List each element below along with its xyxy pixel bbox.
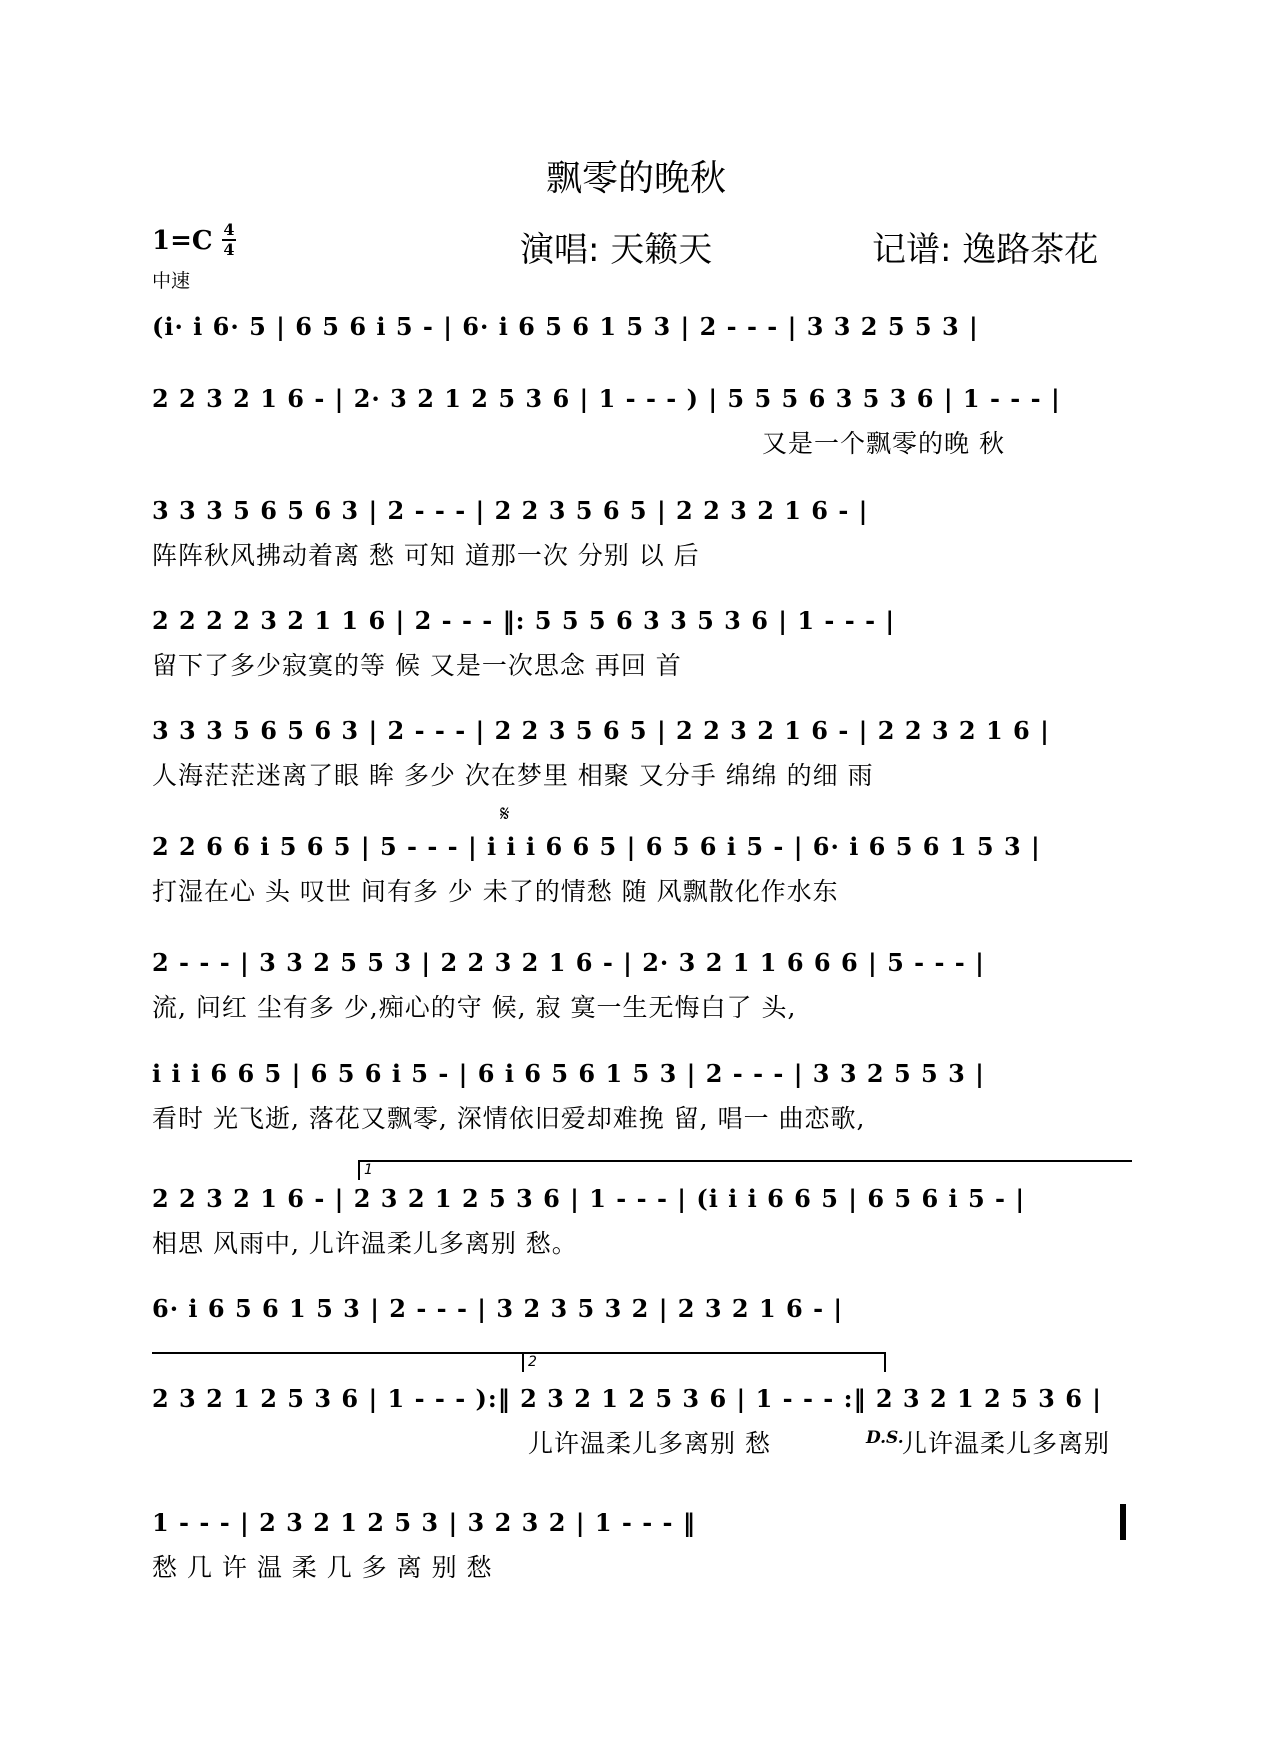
volta-bracket-2 — [522, 1352, 886, 1372]
notation-line: 2 2 3 2 1 6 - | 2· 3 2 1 2 5 3 6 | 1 - - - ) | 5 5 5 6 3 5 3 6 | 1 - - - | — [152, 383, 1061, 413]
notation-line: i i i 6 6 5 | 6 5 6 i 5 - | 6 i 6 5 6 1 5 3 | 2 - - - | 3 3 2 5 5 3 | — [152, 1058, 985, 1088]
notation-line: 3 3 3 5 6 5 6 3 | 2 - - - | 2 2 3 5 6 5 | 2 2 3 2 1 6 - | — [152, 495, 869, 525]
notation-line: 2 2 3 2 1 6 - | 2 3 2 1 2 5 3 6 | 1 - - - | (i i i 6 6 5 | 6 5 6 i 5 - | — [152, 1183, 1026, 1213]
lyric-line: 打湿在心 头 叹世 间有多 少 未了的情愁 随 风飘散化作水东 — [152, 877, 839, 906]
volta-number: 1 — [364, 1162, 373, 1178]
notation-line: 3 3 3 5 6 5 6 3 | 2 - - - | 2 2 3 5 6 5 | 2 2 3 2 1 6 - | 2 2 3 2 1 6 | — [152, 715, 1050, 745]
volta-number: 2 — [528, 1354, 537, 1370]
notation-line: 1 - - - | 2 3 2 1 2 5 3 | 3 2 3 2 | 1 - - - ‖ — [152, 1507, 696, 1537]
time-signature-top: 4 — [223, 220, 235, 239]
lyric-line: 愁 几 许 温 柔 几 多 离 别 愁 — [152, 1553, 493, 1582]
notation-line: 2 3 2 1 2 5 3 6 | 1 - - - ):‖ 2 3 2 1 2 5 3 6 | 1 - - - :‖ 2 3 2 1 2 5 3 6 | — [152, 1383, 1103, 1413]
notation-line: 2 2 2 2 3 2 1 1 6 | 2 - - - ‖: 5 5 5 6 3 3 5 3 6 | 1 - - - | — [152, 605, 896, 635]
singer-credit: 演唱: 天籁天 — [520, 230, 713, 270]
time-signature-bottom: 4 — [223, 240, 235, 259]
volta-bracket-1-continued — [152, 1352, 524, 1372]
transcriber-credit: 记谱: 逸路茶花 — [872, 230, 1099, 270]
ds-marking: D.S. — [866, 1428, 904, 1448]
lyric-line-ds: 儿许温柔儿多离别 — [902, 1429, 1111, 1458]
segno-sign: 𝄋 — [500, 802, 510, 827]
lyric-line: 又是一个飘零的晚 秋 — [762, 429, 1005, 458]
lyric-line: 儿许温柔儿多离别 愁 — [528, 1429, 771, 1458]
lyric-line: 看时 光飞逝, 落花又飘零, 深情依旧爱却难挽 留, 唱一 曲恋歌, — [152, 1104, 866, 1133]
song-title: 飘零的晚秋 — [545, 158, 726, 199]
final-barline — [1120, 1504, 1126, 1540]
volta-bracket-1 — [358, 1160, 1132, 1180]
lyric-line: 流, 问红 尘有多 少,痴心的守 候, 寂 寞一生无悔白了 头, — [152, 993, 797, 1022]
notation-line: 2 2 6 6 i 5 6 5 | 5 - - - | i i i 6 6 5 | 6 5 6 i 5 - | 6· i 6 5 6 1 5 3 | — [152, 831, 1041, 861]
lyric-line: 阵阵秋风拂动着离 愁 可知 道那一次 分别 以 后 — [152, 541, 700, 570]
lyric-line: 人海茫茫迷离了眼 眸 多少 次在梦里 相聚 又分手 绵绵 的细 雨 — [152, 761, 874, 790]
key-signature: 1=C — [152, 226, 213, 256]
time-signature — [222, 222, 236, 258]
notation-line: 2 - - - | 3 3 2 5 5 3 | 2 2 3 2 1 6 - | 2· 3 2 1 1 6 6 6 | 5 - - - | — [152, 947, 985, 977]
notation-line: 6· i 6 5 6 1 5 3 | 2 - - - | 3 2 3 5 3 2 | 2 3 2 1 6 - | — [152, 1293, 844, 1323]
lyric-line: 留下了多少寂寞的等 候 又是一次思念 再回 首 — [152, 651, 682, 680]
lyric-line: 相思 风雨中, 儿许温柔儿多离别 愁。 — [152, 1229, 578, 1258]
notation-line: (i· i 6· 5 | 6 5 6 i 5 - | 6· i 6 5 6 1 5 3 | 2 - - - | 3 3 2 5 5 3 | — [152, 311, 979, 341]
tempo-marking: 中速 — [152, 270, 191, 292]
